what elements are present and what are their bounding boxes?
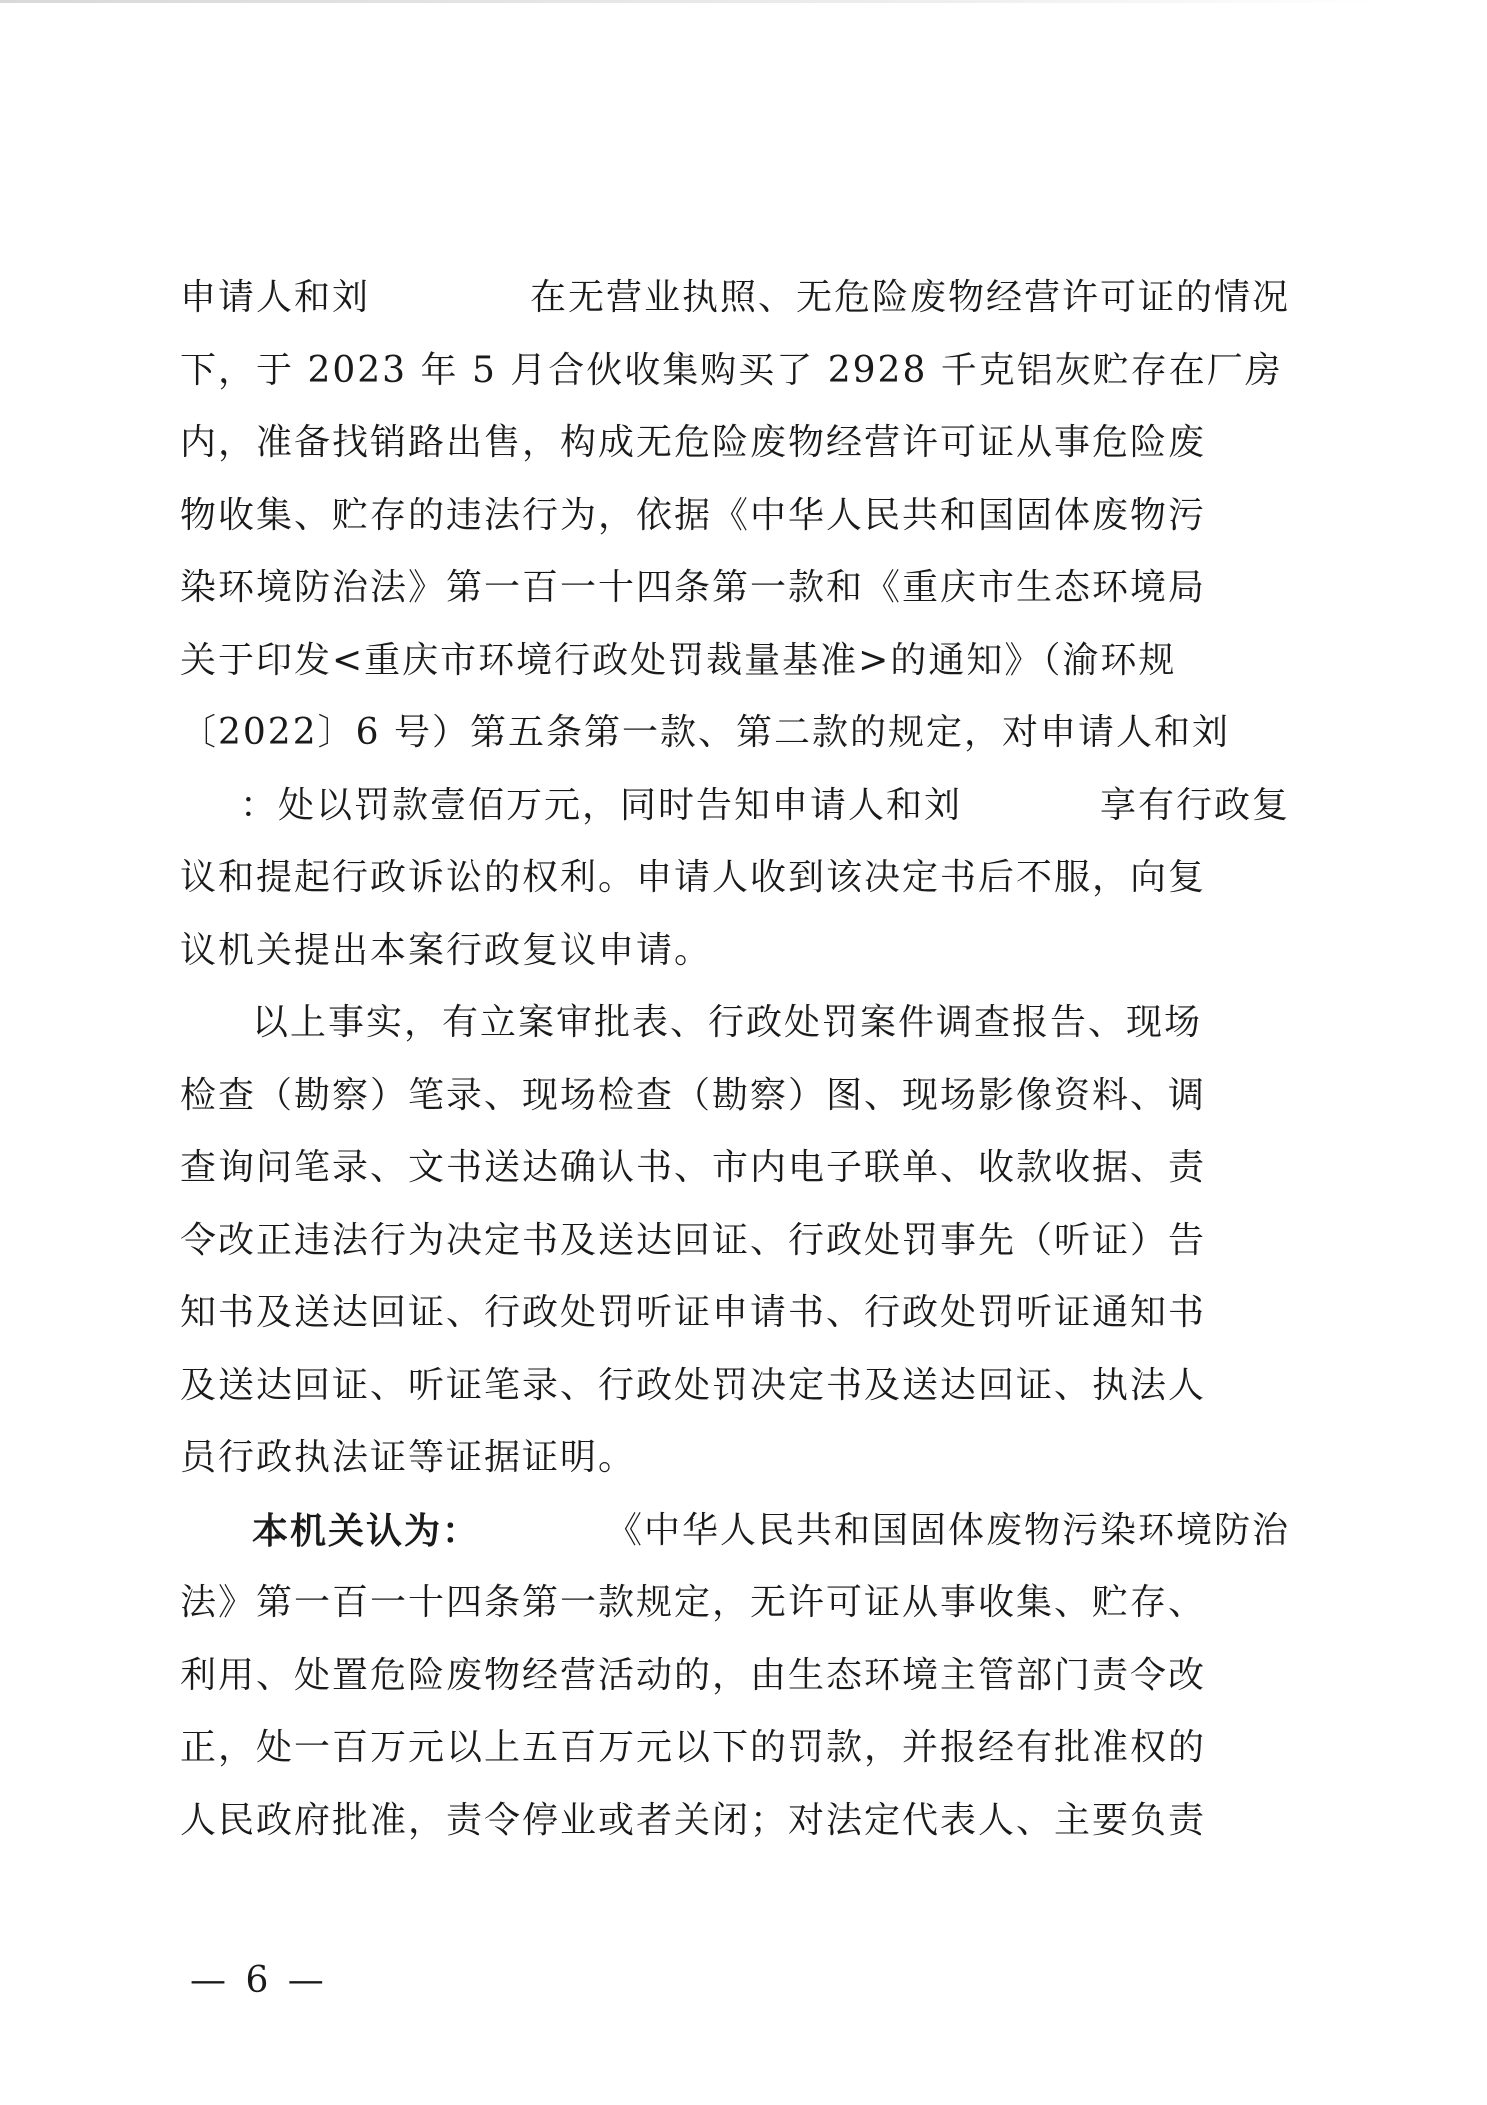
text-line [180, 1640, 1290, 1713]
text-line [180, 770, 1290, 843]
text-segment: 下，于 2023 年 5 月合伙收集购买了 2928 千克铝灰贮存在厂房 [180, 349, 1283, 391]
text-line [180, 480, 1290, 553]
text-segment: 利用、处置危险废物经营活动的，由生态环境主管部门责令改 [180, 1654, 1207, 1696]
text-segment: 关于印发<重庆市环境行政处罚裁量基准>的通知》（渝环规 [180, 639, 1177, 681]
text-line [180, 407, 1290, 480]
text-segment: 检查（勘察）笔录、现场检查（勘察）图、现场影像资料、调 [180, 1074, 1207, 1116]
text-line [180, 1350, 1290, 1423]
text-segment: 知书及送达回证、行政处罚听证申请书、行政处罚听证通知书 [180, 1292, 1207, 1333]
text-line [180, 625, 1290, 698]
page-number: — 6 — [190, 1960, 328, 2001]
text-segment: 及送达回证、听证笔录、行政处罚决定书及送达回证、执法人 [180, 1364, 1207, 1406]
text-line [180, 552, 1290, 625]
text-segment: 染环境防治法》第一百一十四条第一款和《重庆市生态环境局 [180, 567, 1207, 608]
text-line [180, 1422, 1290, 1495]
document-body [180, 262, 1290, 1857]
text-segment: 在无营业执照、无危险废物经营许可证的情况 [529, 277, 1290, 318]
text-segment: 正，处一百万元以上五百万元以下的罚款，并报经有批准权的 [180, 1727, 1207, 1768]
text-line [180, 335, 1290, 408]
text-segment: 议和提起行政诉讼的权利。申请人收到该决定书后不服，向复 [180, 857, 1207, 898]
text-line [180, 915, 1290, 988]
text-line [180, 262, 1290, 335]
text-segment: 申请人和刘 [180, 277, 371, 318]
text-line [180, 1277, 1290, 1350]
text-segment: 人民政府批准，责令停业或者关闭；对法定代表人、主要负责 [180, 1799, 1207, 1841]
text-line [180, 697, 1290, 770]
text-segment: 物收集、贮存的违法行为，依据《中华人民共和国固体废物污 [180, 494, 1207, 536]
text-segment: 《中华人民共和国固体废物污染环境防治 [605, 1509, 1290, 1551]
text-segment: 员行政执法证等证据证明。 [180, 1437, 637, 1478]
text-line [180, 1495, 1290, 1568]
text-segment: 〔2022〕6 号）第五条第一款、第二款的规定，对申请人和刘 [180, 712, 1230, 753]
text-line [180, 1712, 1290, 1785]
text-segment: 内，准备找销路出售，构成无危险废物经营许可证从事危险废 [180, 422, 1207, 463]
text-line [180, 1785, 1290, 1858]
text-line [180, 1205, 1290, 1278]
text-segment: 法》第一百一十四条第一款规定，无许可证从事收集、贮存、 [180, 1582, 1207, 1623]
text-line [180, 1132, 1290, 1205]
bold-lead-text: 本机关认为： [252, 1509, 481, 1552]
text-line [180, 842, 1290, 915]
text-line [180, 1567, 1290, 1640]
text-segment: 享有行政复 [1099, 784, 1290, 826]
redaction-gap [986, 770, 1076, 843]
text-segment: ：处以罚款壹佰万元，同时告知申请人和刘 [240, 784, 963, 826]
text-segment: 令改正违法行为决定书及送达回证、行政处罚事先（听证）告 [180, 1219, 1207, 1261]
text-segment: 议机关提出本案行政复议申请。 [180, 929, 713, 971]
text-line [180, 987, 1290, 1060]
redaction-gap [405, 262, 495, 335]
text-segment: 以上事实，有立案审批表、行政处罚案件调查报告、现场 [252, 1002, 1203, 1043]
text-segment: 查询问笔录、文书送达确认书、市内电子联单、收款收据、责 [180, 1147, 1207, 1188]
page-top-edge [0, 0, 1380, 3]
text-line [180, 1060, 1290, 1133]
